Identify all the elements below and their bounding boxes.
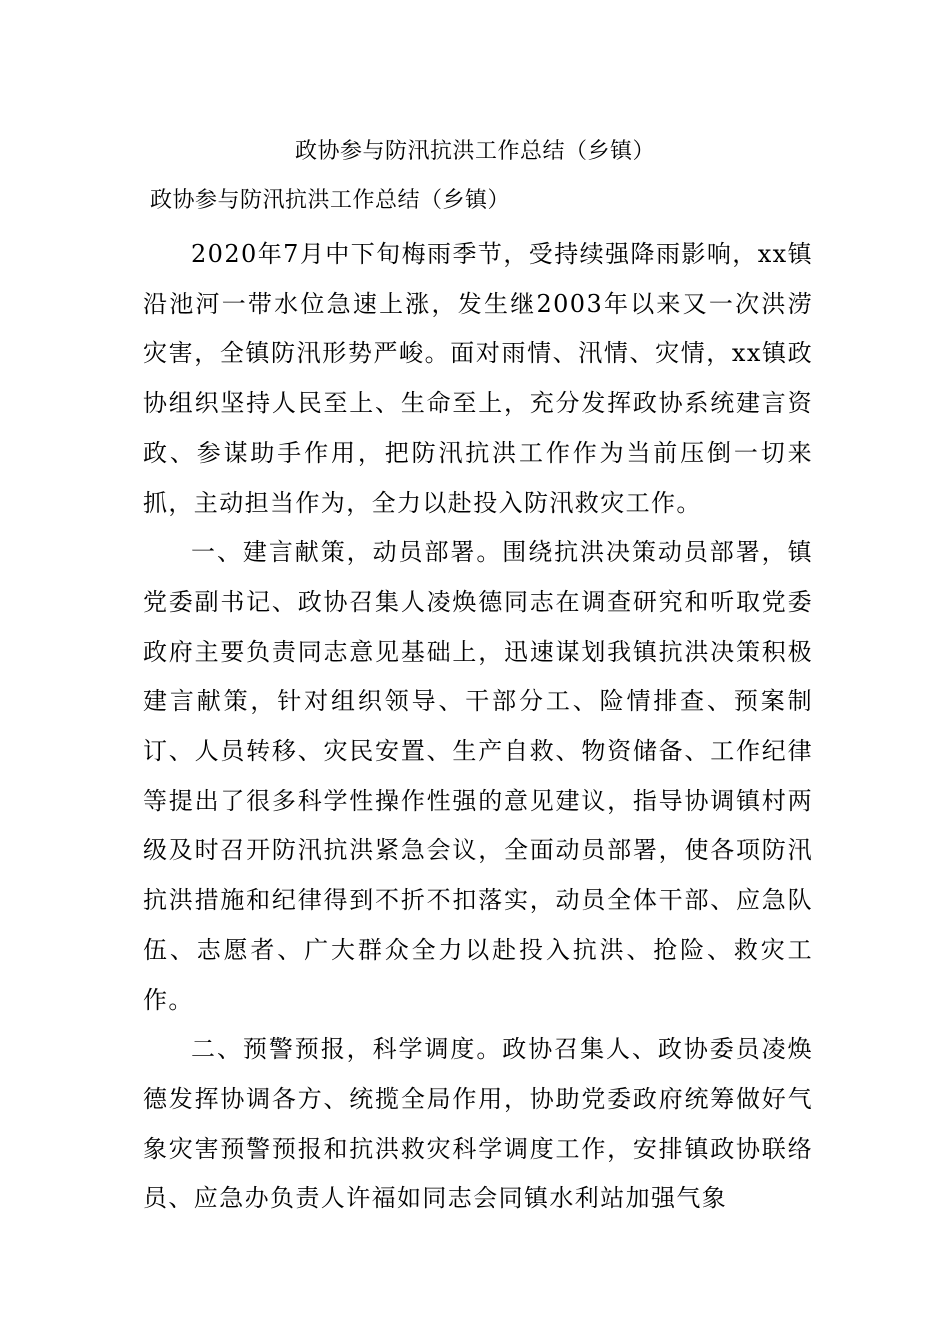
paragraph-section-2: 二、预警预报，科学调度。政协召集人、政协委员凌焕德发挥协调各方、统揽全局作用，协助党委政府统筹做好气象灾害预警预报和抗洪救灾科学调度工作，安排镇政协联络员、应急办负责人许福如同志会同镇水利站加强气象 xyxy=(143,1035,813,1213)
document-body xyxy=(143,230,813,1224)
paragraph-section-1: 一、建言献策，动员部署。围绕抗洪决策动员部署，镇党委副书记、政协召集人凌焕德同志在调查研究和听取党委政府主要负责同志意见基础上，迅速谋划我镇抗洪决策积极建言献策，针对组织领导、干部分工、险情排查、预案制订、人员转移、灾民安置、生产自救、物资储备、工作纪律等提出了很多科学性操作性强的意见建议，指导协调镇村两级及时召开防汛抗洪紧急会议，全面动员部署，使各项防汛抗洪措施和纪律得到不折不扣落实，动员全体干部、应急队伍、志愿者、广大群众全力以赴投入抗洪、抢险、救灾工作。 xyxy=(143,538,813,1014)
document-title: 政协参与防汛抗洪工作总结（乡镇） xyxy=(294,139,655,164)
document-subtitle: 政协参与防汛抗洪工作总结（乡镇） xyxy=(150,188,511,213)
paragraph-intro: 2020年7月中下旬梅雨季节，受持续强降雨影响，xx镇沿池河一带水位急速上涨，发生继2003年以来又一次洪涝灾害，全镇防汛形势严峻。面对雨情、汛情、灾情，xx镇政协组织坚持人民至上、生命至上，充分发挥政协系统建言资政、参谋助手作用，把防汛抗洪工作作为当前压倒一切来抓，主动担当作为，全力以赴投入防汛救灾工作。 xyxy=(143,240,813,517)
